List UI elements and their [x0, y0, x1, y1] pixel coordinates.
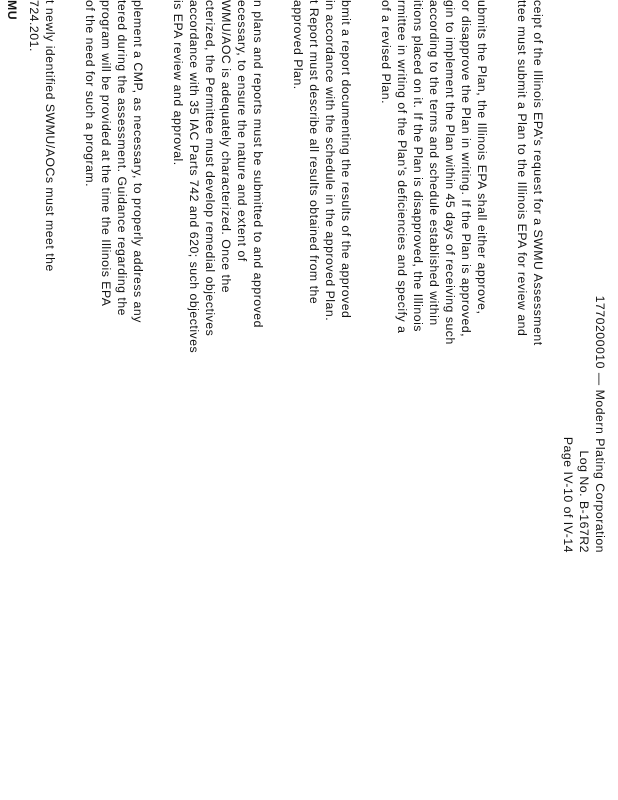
header-log-number: Log No. B-167R2 — [577, 450, 591, 553]
text-line: WMU/AOC is adequately characterized. Once the — [219, 0, 233, 294]
text-line: gin to implement the Plan within 45 days of receiving such — [443, 0, 457, 345]
text-line: in accordance with the schedule in the approved Plan. — [323, 0, 337, 322]
text-line: is EPA review and approval. — [171, 0, 185, 166]
text-line: according to the terms and schedule established within — [427, 0, 441, 326]
text-line: plement a CMP, as necessary, to properly address any — [131, 0, 145, 323]
text-line: ubmits the Plan, the Illinois EPA shall either approve, — [475, 0, 489, 315]
text-line: tered during the assessment. Guidance regarding the — [115, 0, 129, 317]
text-line: accordance with 35 IAC Parts 742 and 620; such objectives — [187, 0, 201, 354]
header-page-number: Page IV-10 of IV-14 — [561, 436, 575, 553]
text-line: t Report must describe all results obtained from the — [307, 0, 321, 305]
text-line: itions placed on it. If the Plan is disapproved, the Illinois — [411, 0, 425, 332]
text-line: of the need for such a program. — [83, 0, 97, 188]
text-line: bmit a report documenting the results of the approved — [339, 0, 353, 319]
text-line: ecessary, to ensure the nature and extent of — [235, 0, 249, 262]
text-line: or disapprove the Plan in writing. If the Plan is approved, — [459, 0, 473, 338]
text-line: ttee must submit a Plan to the Illinois EPA for review and — [515, 0, 529, 337]
text-line: 724.201. — [27, 0, 41, 52]
text-line: ceipt of the Illinois EPA’s request for a SWMU Assessment — [531, 0, 545, 346]
text-line: approved Plan. — [291, 0, 305, 90]
text-line: t newly identified SWMU/AOCs must meet the — [43, 0, 57, 272]
section-heading: MU — [5, 0, 19, 21]
text-line: n plans and reports must be submitted to and approved — [251, 0, 265, 328]
header-facility-line: 1770200010 — Modern Plating Corporation — [593, 295, 607, 553]
text-line: rmittee in writing of the Plan’s deficiencies and specify a — [395, 0, 409, 334]
text-line: of a revised Plan. — [379, 0, 393, 105]
text-line: cterized, the Permittee must develop remedial objectives — [203, 0, 217, 337]
text-line: program will be provided at the time the Illinois EPA — [99, 0, 113, 307]
